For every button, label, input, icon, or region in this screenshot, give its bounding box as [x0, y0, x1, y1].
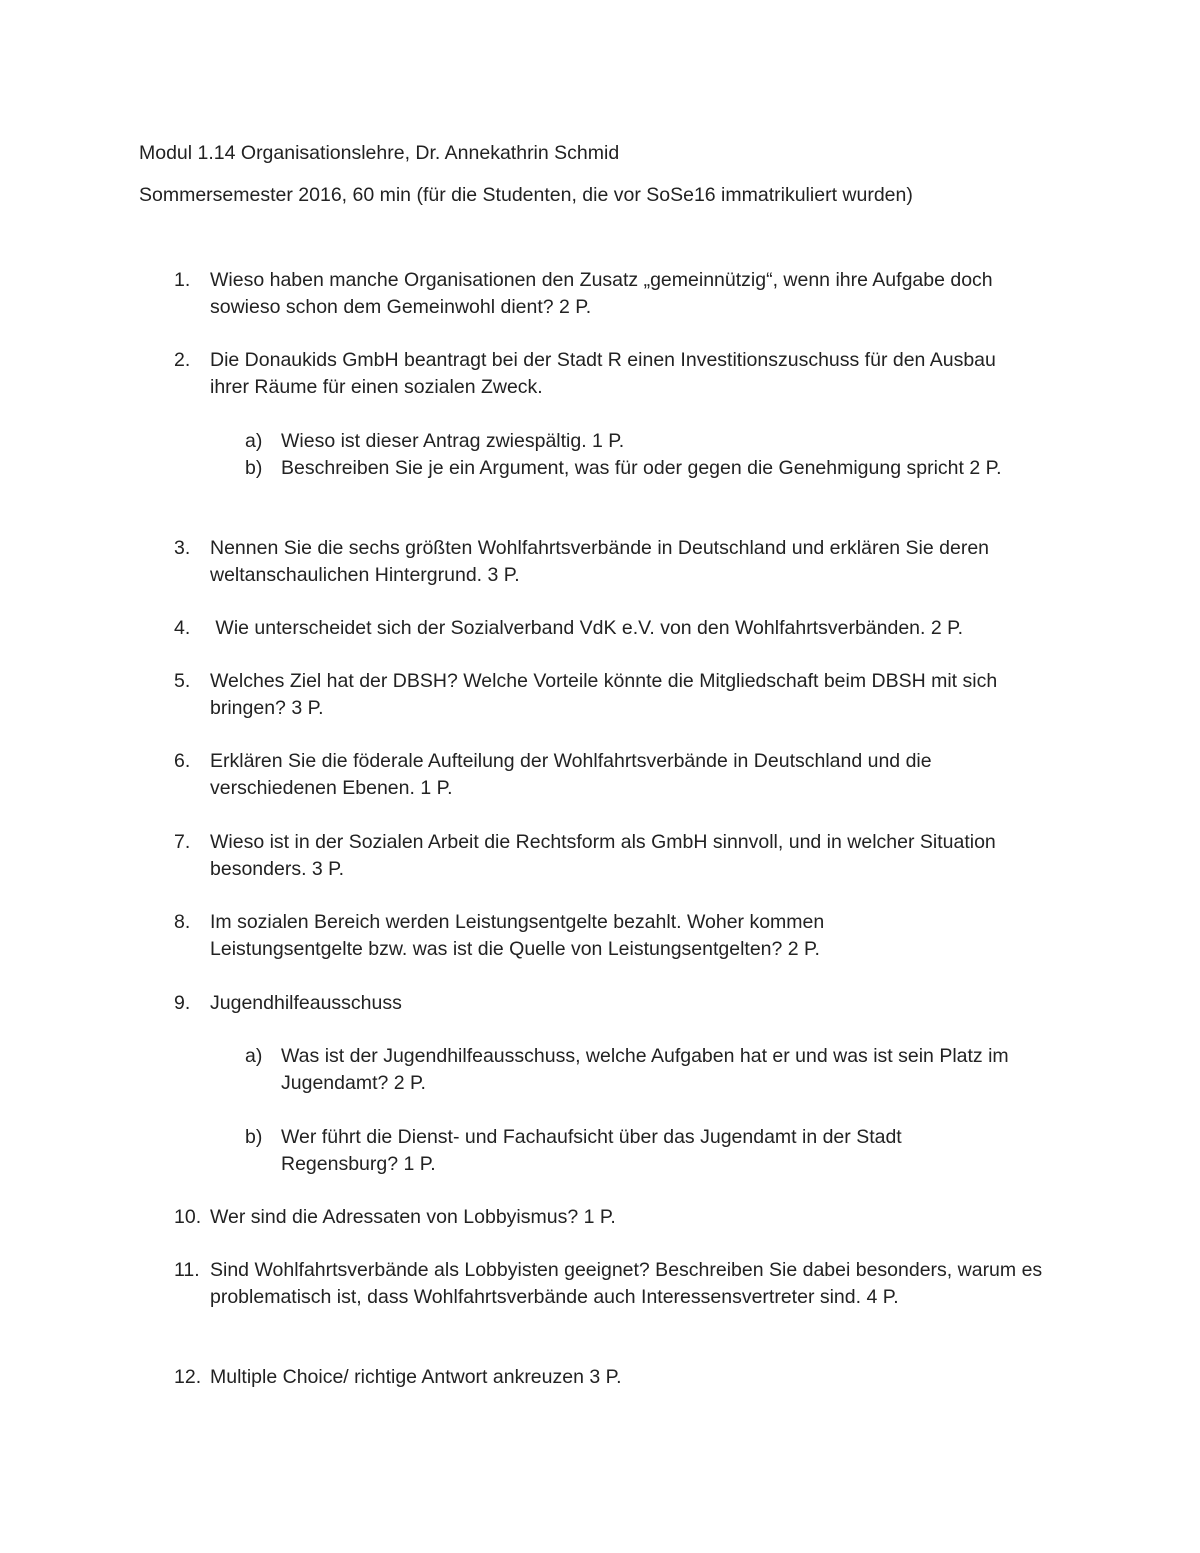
question-text: Wieso haben manche Organisationen den Zusatz „gemeinnützig“, wenn ihre Aufgabe doch sowieso schon dem Gemeinwohl dient? 2 P.: [210, 269, 993, 318]
question-12: [174, 1364, 1074, 1391]
question-text: Sind Wohlfahrtsverbände als Lobbyisten geeignet? Beschreiben Sie dabei besonders, warum es problematisch ist, dass Wohlfahrtsverbände auch Interessensvertreter sind. 4 P.: [210, 1259, 1043, 1308]
question-text: Welches Ziel hat der DBSH? Welche Vorteile könnte die Mitgliedschaft beim DBSH mit sich bringen? 3 P.: [210, 670, 998, 719]
question-text: Erklären Sie die föderale Aufteilung der Wohlfahrtsverbände in Deutschland und die verschiedenen Ebenen. 1 P.: [210, 750, 932, 799]
question-number: 9.: [174, 992, 191, 1014]
question-number: 5.: [174, 670, 191, 692]
subquestion-letter: b): [245, 1126, 263, 1148]
exam-title: Modul 1.14 Organisationslehre, Dr. Annekathrin Schmid: [139, 142, 620, 164]
question-5: [174, 668, 1074, 722]
subquestion-text: Beschreiben Sie je ein Argument, was für oder gegen die Genehmigung spricht 2 P.: [281, 457, 1002, 479]
question-10: [174, 1204, 1074, 1231]
question-6: [174, 748, 1074, 802]
question-text: Im sozialen Bereich werden Leistungsentgelte bezahlt. Woher kommen Leistungsentgelte bzw. was ist die Quelle von Leistungsentgelten? 2 P.: [210, 911, 825, 960]
question-number: 4.: [174, 617, 191, 639]
question-number: 12.: [174, 1366, 202, 1388]
question-number: 11.: [174, 1259, 200, 1281]
question-text: Wie unterscheidet sich der Sozialverband VdK e.V. von den Wohlfahrtsverbänden. 2 P.: [210, 617, 964, 639]
subquestion-2a: [245, 428, 1075, 455]
subquestion-2b: [245, 455, 1075, 482]
subquestion-9b: [245, 1124, 1075, 1178]
question-1: [174, 267, 1074, 321]
question-text: Wieso ist in der Sozialen Arbeit die Rechtsform als GmbH sinnvoll, und in welcher Situation besonders. 3 P.: [210, 831, 996, 880]
question-number: 10.: [174, 1206, 202, 1228]
question-9: [174, 990, 1074, 1017]
question-number: 8.: [174, 911, 191, 933]
question-11: [174, 1257, 1074, 1311]
exam-info: Sommersemester 2016, 60 min (für die Studenten, die vor SoSe16 immatrikuliert wurden): [139, 184, 913, 206]
question-text: Multiple Choice/ richtige Antwort ankreuzen 3 P.: [210, 1366, 622, 1388]
subquestion-letter: a): [245, 430, 263, 452]
question-text: Jugendhilfeausschuss: [210, 992, 402, 1014]
question-8: [174, 909, 1074, 963]
subquestion-text: Wieso ist dieser Antrag zwiespältig. 1 P.: [281, 430, 625, 452]
subquestion-letter: b): [245, 457, 263, 479]
question-text: Nennen Sie die sechs größten Wohlfahrtsverbände in Deutschland und erklären Sie deren weltanschaulichen Hintergrund. 3 P.: [210, 537, 990, 586]
subquestion-text: Was ist der Jugendhilfeausschuss, welche Aufgaben hat er und was ist sein Platz im Jugendamt? 2 P.: [281, 1045, 1009, 1094]
question-number: 7.: [174, 831, 191, 853]
question-text: Wer sind die Adressaten von Lobbyismus? 1 P.: [210, 1206, 616, 1228]
question-text: Die Donaukids GmbH beantragt bei der Stadt R einen Investitionszuschuss für den Ausbau ihrer Räume für einen sozialen Zweck.: [210, 349, 996, 398]
question-4: [174, 615, 1074, 642]
question-number: 3.: [174, 537, 191, 559]
question-3: [174, 535, 1074, 589]
question-number: 1.: [174, 269, 191, 291]
subquestion-text: Wer führt die Dienst- und Fachaufsicht über das Jugendamt in der Stadt Regensburg? 1 P.: [281, 1126, 902, 1175]
subquestion-9a: [245, 1043, 1075, 1097]
question-7: [174, 829, 1074, 883]
question-number: 2.: [174, 349, 191, 371]
subquestion-letter: a): [245, 1045, 263, 1067]
question-2: [174, 347, 1074, 401]
question-number: 6.: [174, 750, 191, 772]
